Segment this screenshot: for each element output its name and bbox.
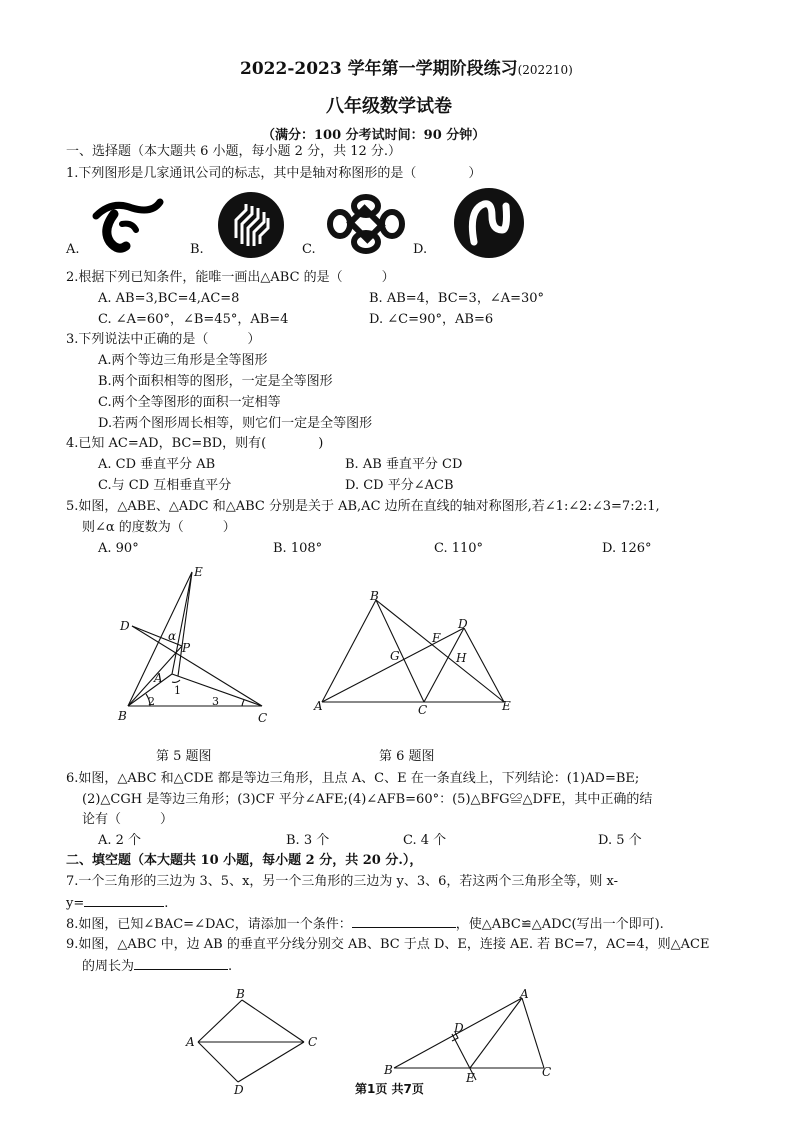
- fig6-point-a: A: [314, 699, 323, 713]
- exam-title-text: 2022-2023 学年第一学期阶段练习: [240, 59, 518, 79]
- q6-option-b: B. 3 个: [286, 833, 330, 848]
- q9-answer-blank[interactable]: [134, 957, 228, 970]
- q6-option-d: D. 5 个: [598, 833, 642, 848]
- fig6-point-d: D: [458, 617, 468, 631]
- section2-heading: 二、填空题（本大题共 10 小题，每小题 2 分，共 20 分.），: [66, 853, 423, 868]
- q2-option-b: B. AB=4，BC=3，∠A=30°: [369, 291, 545, 306]
- fig5-angle-1: 1: [174, 684, 181, 697]
- q5-option-b: B. 108°: [273, 541, 323, 556]
- q3-option-a: A.两个等边三角形是全等图形: [98, 353, 268, 368]
- q9-line-2: [82, 957, 232, 975]
- q5-stem-2: 则∠α 的度数为（ ）: [82, 520, 236, 535]
- q9-line-1: 9.如图，△ABC 中，边 AB 的垂直平分线分别交 AB、BC 于点 D、E，连接 AE. 若 BC=7，AC=4，则△ACE: [66, 937, 710, 952]
- fig8-point-d: D: [234, 1083, 244, 1097]
- q5-option-c: C. 110°: [434, 541, 484, 556]
- q4-option-b: B. AB 垂直平分 CD: [345, 457, 463, 472]
- fig5-point-d: D: [120, 619, 130, 633]
- q2-option-d: D. ∠C=90°，AB=6: [369, 312, 494, 327]
- q6-option-a: A. 2 个: [98, 833, 142, 848]
- q4-option-c: C.与 CD 互相垂直平分: [98, 478, 232, 493]
- q6-option-c: C. 4 个: [403, 833, 447, 848]
- q1-stem: 1.下列图形是几家通讯公司的标志，其中是轴对称图形的是（ ）: [66, 166, 482, 181]
- fig6-point-e: E: [502, 699, 511, 713]
- fig5-caption: 第 5 题图: [156, 749, 212, 764]
- fig8-point-c: C: [308, 1035, 318, 1049]
- q6-line-2: (2)△CGH 是等边三角形；(3)CF 平分∠AFE;(4)∠AFB=60°：(5)△BFG≌△DFE，其中正确的结: [82, 792, 653, 807]
- fig8-point-b: B: [236, 987, 245, 1001]
- q7-suffix: .: [164, 896, 169, 911]
- q5-option-d: D. 126°: [602, 541, 652, 556]
- section1-heading: 一、选择题（本大题共 6 小题，每小题 2 分，共 12 分.）: [66, 144, 402, 159]
- figure-5-diagram: [110, 562, 290, 732]
- fig6-caption: 第 6 题图: [379, 749, 435, 764]
- fig6-point-g: G: [390, 649, 400, 663]
- fig8-point-a: A: [186, 1035, 195, 1049]
- q4-stem: 4.已知 AC=AD，BC=BD，则有( ): [66, 436, 324, 451]
- q2-option-c: C. ∠A=60°，∠B=45°，AB=4: [98, 312, 289, 327]
- figure-9-diagram: [380, 988, 560, 1084]
- fig9-point-c: C: [542, 1065, 552, 1079]
- fig5-angle-2: 2: [148, 695, 155, 708]
- exam-subtitle: 八年级数学试卷: [326, 96, 452, 117]
- exam-code: (202210): [517, 63, 573, 77]
- fig9-point-e: E: [466, 1071, 475, 1084]
- q1-label-d: D.: [413, 242, 428, 257]
- q3-stem: 3.下列说法中正确的是（ ）: [66, 332, 261, 347]
- fig5-alpha: α: [168, 629, 177, 643]
- telecom-logo-icon: [92, 196, 164, 254]
- q8-text-1: 8.如图，已知∠BAC=∠DAC，请添加一个条件：: [66, 917, 352, 932]
- unicom-circle-logo-icon: [452, 186, 526, 260]
- q7-prefix: y=: [66, 896, 85, 911]
- q1-label-c: C.: [302, 242, 316, 257]
- fig5-point-e: E: [194, 565, 203, 579]
- q1-label-a: A.: [66, 242, 80, 257]
- fig5-angle-3: 3: [212, 695, 219, 708]
- q7-answer-blank[interactable]: [84, 894, 164, 907]
- q7-line-2: [66, 894, 168, 912]
- q4-option-d: D. CD 平分∠ACB: [345, 478, 454, 493]
- fig6-point-b: B: [370, 589, 379, 603]
- q2-stem: 2.根据下列已知条件，能唯一画出△ABC 的是（ ）: [66, 270, 395, 285]
- q8-text-2: ，使△ABC≌△ADC(写出一个即可).: [455, 917, 664, 932]
- q3-option-b: B.两个面积相等的图形，一定是全等图形: [98, 374, 333, 389]
- knot-logo-icon: [326, 192, 406, 256]
- page-number: 第1页 共7页: [355, 1082, 424, 1096]
- figure-6-diagram: [308, 584, 528, 720]
- q6-line-3: 论有（ ）: [82, 812, 174, 827]
- fig9-point-b: B: [384, 1063, 393, 1077]
- q5-option-a: A. 90°: [98, 541, 139, 556]
- fig9-point-d: D: [454, 1021, 464, 1035]
- figure-8-diagram: [184, 986, 324, 1098]
- fig5-point-p: P: [182, 641, 191, 655]
- exam-title: [240, 54, 573, 79]
- q3-option-d: D.若两个图形周长相等，则它们一定是全等图形: [98, 416, 373, 431]
- q2-option-a: A. AB=3,BC=4,AC=8: [98, 291, 240, 306]
- circle-stripes-logo-icon: [216, 190, 286, 260]
- fig5-point-a: A: [154, 671, 163, 685]
- q5-stem: 5.如图，△ABE、△ADC 和△ABC 分别是关于 AB,AC 边所在直线的轴对称图形,若∠1:∠2:∠3=7:2:1,: [66, 499, 660, 514]
- fig5-point-c: C: [258, 711, 268, 725]
- q6-line-1: 6.如图，△ABC 和△CDE 都是等边三角形，且点 A、C、E 在一条直线上，下列结论：(1)AD=BE;: [66, 771, 640, 786]
- q9-suffix: .: [228, 959, 233, 974]
- q4-option-a: A. CD 垂直平分 AB: [98, 457, 216, 472]
- fig6-point-h: H: [456, 651, 467, 665]
- fig5-point-b: B: [118, 709, 127, 723]
- q8-answer-blank[interactable]: [352, 915, 456, 928]
- q8-line: [66, 915, 664, 933]
- fig9-point-a: A: [520, 988, 529, 1001]
- q1-label-b: B.: [190, 242, 204, 257]
- fig6-point-f: F: [432, 631, 441, 645]
- fig6-point-c: C: [418, 703, 428, 717]
- q9-prefix: 的周长为: [82, 959, 135, 974]
- q3-option-c: C.两个全等图形的面积一定相等: [98, 395, 281, 410]
- q7-line-1: 7.一个三角形的三边为 3、5、x，另一个三角形的三边为 y、3、6，若这两个三角形全等，则 x-: [66, 874, 619, 889]
- exam-info: （满分：100 分考试时间：90 分钟）: [262, 128, 486, 143]
